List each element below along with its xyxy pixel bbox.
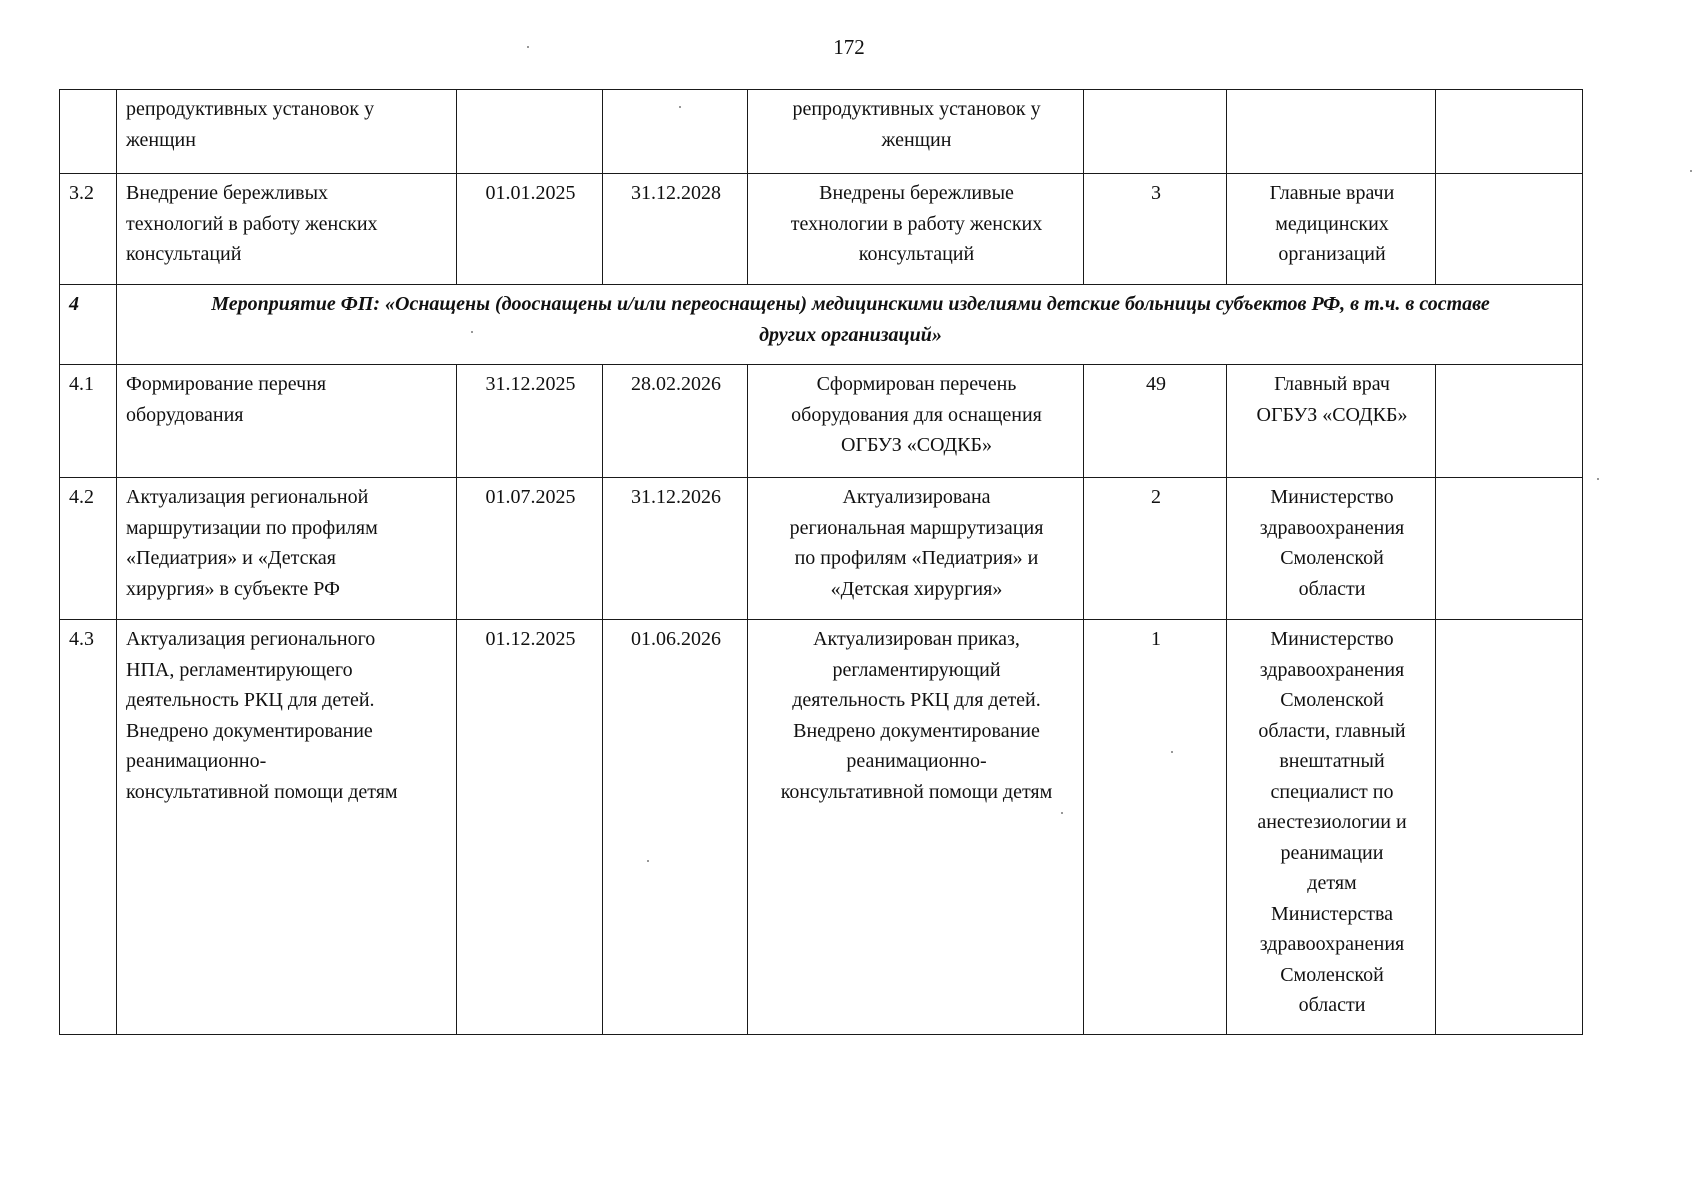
cell-line: региональная маршрутизация	[789, 516, 1044, 539]
cell-line: Внедрено документирование	[126, 719, 373, 742]
cell-line: консультативной помощи детям	[780, 780, 1053, 803]
page-number: 172	[833, 35, 865, 59]
cell-line: «Детская хирургия»	[830, 577, 1003, 600]
cell-line: оборудования для оснащения	[791, 403, 1042, 426]
note-cell	[1436, 478, 1583, 620]
cell-line: женщин	[881, 128, 952, 151]
end-date-cell: 01.06.2026	[603, 620, 748, 1035]
end-date-cell: 31.12.2026	[603, 478, 748, 620]
cell-line: здравоохранения	[1259, 516, 1405, 539]
cell-line: области, главный	[1258, 719, 1406, 742]
cell-line: оборудования	[126, 403, 244, 426]
cell-line: Актуализация регионального	[126, 628, 376, 650]
cell-line: внештатный	[1279, 750, 1385, 772]
end-date-cell: 31.12.2028	[603, 174, 748, 285]
event-cell	[117, 174, 457, 285]
cell-line: консультативной помощи детям	[126, 780, 398, 803]
cell-line: Внедрены бережливые	[819, 182, 1014, 204]
cell-line: деятельность РКЦ для детей.	[792, 689, 1041, 711]
row-number: 4.1	[60, 365, 117, 478]
cell-line: здравоохранения	[1259, 933, 1405, 955]
cell-line: Формирование перечня	[126, 373, 327, 395]
start-date-cell: 01.12.2025	[457, 620, 603, 1035]
event-cell	[117, 478, 457, 620]
table-row	[60, 90, 1583, 174]
event-cell	[117, 90, 457, 174]
cell-line: других организаций»	[759, 323, 942, 346]
cell-line: организаций	[1278, 243, 1386, 265]
cell-line: Внедрение бережливых	[126, 182, 329, 204]
result-cell	[748, 365, 1084, 478]
table-row	[60, 478, 1583, 620]
scan-speck	[679, 106, 681, 108]
cell-line: деятельность РКЦ для детей.	[126, 689, 375, 711]
cell-line: Министерство	[1270, 628, 1394, 650]
section-row	[60, 285, 1583, 365]
note-cell	[1436, 620, 1583, 1035]
table-row	[60, 174, 1583, 285]
event-cell	[117, 620, 457, 1035]
cell-line: репродуктивных установок у	[792, 98, 1041, 120]
cell-line: анестезиологии и	[1257, 811, 1407, 833]
start-date-cell: 01.07.2025	[457, 478, 603, 620]
row-number: 3.2	[60, 174, 117, 285]
cell-line: технологий в работу женских	[126, 212, 378, 235]
responsible-cell	[1227, 478, 1436, 620]
cell-line: женщин	[126, 128, 196, 151]
scan-speck	[1597, 478, 1599, 480]
cell-line: реанимационно-	[126, 750, 267, 772]
responsible-cell	[1227, 620, 1436, 1035]
row-number: 4.3	[60, 620, 117, 1035]
result-cell	[748, 90, 1084, 174]
cell-line: области	[1298, 994, 1366, 1016]
cell-line: детям	[1307, 872, 1357, 894]
cell-line: Актуализирован приказ,	[813, 628, 1020, 650]
cell-line: Актуализирована	[842, 486, 991, 508]
result-cell	[748, 620, 1084, 1035]
responsible-cell	[1227, 365, 1436, 478]
responsible-cell	[1227, 90, 1436, 174]
cell-line: репродуктивных установок у	[126, 98, 375, 120]
cell-line: медицинских	[1275, 212, 1389, 235]
scan-speck	[527, 46, 529, 48]
cell-line: технологии в работу женских	[790, 212, 1043, 235]
responsible-cell	[1227, 174, 1436, 285]
cell-line: маршрутизации по профилям	[126, 516, 378, 539]
note-cell	[1436, 174, 1583, 285]
scan-speck	[471, 331, 473, 333]
cell-line: Смоленской	[1280, 689, 1384, 711]
cell-line: реанимации	[1280, 841, 1384, 864]
event-cell	[117, 365, 457, 478]
cell-line: Главный врач	[1274, 373, 1390, 395]
row-number	[60, 90, 117, 174]
scan-speck	[1061, 812, 1063, 814]
start-date-cell: 01.01.2025	[457, 174, 603, 285]
cell-line: консультаций	[126, 243, 242, 265]
scan-speck	[1690, 170, 1692, 172]
cell-line: ОГБУЗ «СОДКБ»	[841, 434, 992, 456]
table-row	[60, 620, 1583, 1035]
start-date-cell: 31.12.2025	[457, 365, 603, 478]
section-number: 4	[60, 285, 117, 365]
cell-line: по профилям «Педиатрия» и	[794, 547, 1039, 569]
cell-line: специалист по	[1270, 780, 1394, 803]
cell-line: НПА, регламентирующего	[126, 658, 353, 681]
cell-line: Смоленской	[1280, 963, 1384, 986]
count-cell	[1084, 90, 1227, 174]
row-number: 4.2	[60, 478, 117, 620]
result-cell	[748, 478, 1084, 620]
section-title	[117, 285, 1583, 365]
cell-line: Главные врачи	[1269, 182, 1395, 204]
table-row	[60, 365, 1583, 478]
cell-line: здравоохранения	[1259, 658, 1405, 681]
cell-line: Мероприятие ФП: «Оснащены (дооснащены и/или переоснащены) медицинскими изделиями детские больницы субъектов РФ, в т.ч. в составе	[211, 293, 1490, 315]
cell-line: Актуализация региональной	[126, 486, 369, 508]
note-cell	[1436, 90, 1583, 174]
cell-line: хирургия» в субъекте РФ	[126, 577, 340, 600]
start-date-cell	[457, 90, 603, 174]
cell-line: Внедрено документирование	[793, 719, 1040, 742]
cell-line: «Педиатрия» и «Детская	[126, 547, 336, 569]
end-date-cell	[603, 90, 748, 174]
cell-line: Министерство	[1270, 486, 1394, 508]
plan-table	[59, 89, 1583, 1035]
cell-line: консультаций	[858, 243, 975, 265]
count-cell: 3	[1084, 174, 1227, 285]
cell-line: Сформирован перечень	[816, 373, 1017, 395]
cell-line: реанимационно-	[846, 750, 987, 772]
cell-line: Министерства	[1270, 902, 1394, 925]
count-cell: 2	[1084, 478, 1227, 620]
cell-line: Смоленской	[1280, 547, 1384, 569]
count-cell: 1	[1084, 620, 1227, 1035]
scan-speck	[647, 860, 649, 862]
cell-line: области	[1298, 577, 1366, 600]
result-cell	[748, 174, 1084, 285]
scan-speck	[1171, 751, 1173, 753]
cell-line: ОГБУЗ «СОДКБ»	[1256, 403, 1408, 426]
note-cell	[1436, 365, 1583, 478]
end-date-cell: 28.02.2026	[603, 365, 748, 478]
count-cell: 49	[1084, 365, 1227, 478]
cell-line: регламентирующий	[832, 658, 1001, 681]
